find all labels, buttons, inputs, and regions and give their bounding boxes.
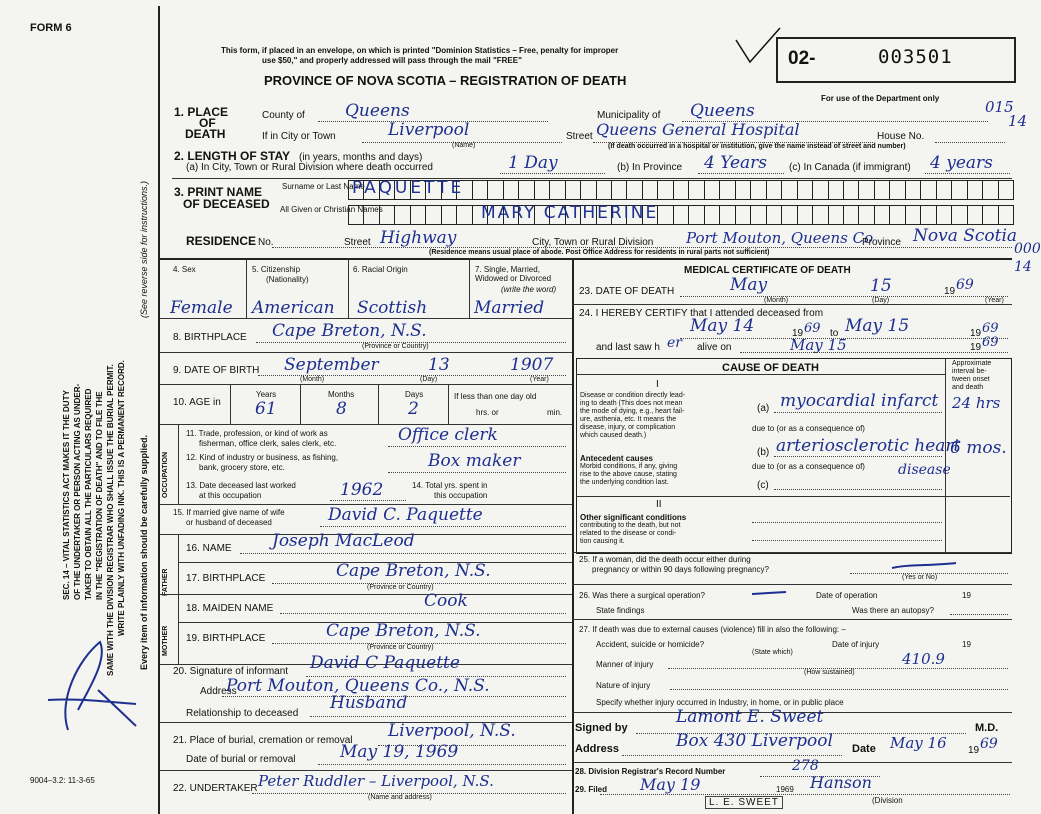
birthplace-value: Cape Breton, N.S. (272, 321, 427, 341)
stay-c-label: (c) In Canada (if immigrant) (789, 162, 911, 173)
burial-date: May 19, 1969 (340, 742, 459, 762)
cert-to-label: to (830, 328, 839, 339)
notice-line-1: This form, if placed in an envelope, on which is printed "Dominion Statistics – Free, penalty for improper (221, 46, 619, 55)
dod-year-prefix: 19 (944, 286, 956, 297)
q29-label: 29. Filed (575, 785, 608, 794)
md-label: M.D. (975, 722, 999, 734)
street-label: Street (566, 131, 593, 142)
marital-value: Married (474, 298, 545, 318)
stay-label: (in years, months and days) (299, 152, 423, 163)
cert-from-yr: 69 (804, 321, 821, 336)
roman-i: I (656, 379, 659, 390)
dod-year: 69 (956, 277, 974, 293)
q25-line-2: pregnancy or within 90 days following pregnancy? (592, 565, 769, 574)
q13-line-2: at this occupation (199, 491, 262, 500)
interval-line-4: and death (952, 384, 984, 391)
age-min-label: min. (547, 408, 563, 417)
q11-line-1: 11. Trade, profession, or kind of work as (186, 429, 328, 438)
dept-use: For use of the Department only (821, 94, 940, 103)
other-line-1: Other significant conditions (580, 513, 687, 522)
age-less-label: If less than one day old (454, 392, 537, 401)
father-name: Joseph MacLeod (272, 531, 415, 551)
q26-dash (750, 588, 790, 598)
interval-line-2: interval be- (952, 368, 987, 375)
q26-yr: 19 (962, 591, 971, 600)
cause-b: arteriosclerotic heart (776, 436, 961, 456)
informant-rel-label: Relationship to deceased (186, 708, 299, 719)
last-saw-label: and last saw h (596, 342, 660, 353)
sex-label: 4. Sex (173, 265, 196, 274)
q13-line-1: 13. Date deceased last worked (186, 481, 296, 490)
q27-sustained: (How sustained) (804, 669, 855, 676)
surname-label: Surname or Last Name (282, 182, 365, 191)
age-years-label: Years (256, 390, 277, 399)
q12-value: Box maker (428, 451, 521, 471)
dod-day: 15 (870, 276, 892, 296)
mother-maiden: Cook (424, 591, 468, 611)
race-label: 6. Racial Origin (353, 265, 408, 274)
q27-specify: Specify whether injury occurred in Industry, in home, or in public place (596, 698, 844, 707)
place-num: 1. PLACE (174, 105, 229, 119)
city-name-label: (Name) (452, 142, 476, 149)
q27-nature: Nature of injury (596, 681, 651, 690)
father-side: FATHER (162, 568, 169, 596)
age-label: 10. AGE in (173, 397, 221, 408)
citizenship-sub: (Nationality) (266, 275, 309, 284)
stay-b-label: (b) In Province (617, 162, 683, 173)
name-of: OF DECEASED (183, 197, 270, 211)
cause-b-label: (b) (757, 447, 770, 458)
father-bp-label: 17. BIRTHPLACE (186, 573, 266, 584)
spouse-q-line-2: or husband of deceased (186, 518, 272, 527)
stay-b-value: 4 Years (704, 153, 768, 173)
residence-prov: Nova Scotia (913, 226, 1018, 246)
last-saw-date: May 15 (790, 336, 847, 354)
cause-a-label: (a) (757, 403, 770, 414)
print-code: 9004–3.2: 11-3-65 (30, 776, 95, 785)
informant-sig-label: 20. Signature of informant (173, 666, 289, 677)
form-id: FORM 6 (30, 22, 72, 34)
sex-value: Female (170, 298, 233, 318)
direct-line-3: the mode of dying, e.g., heart fail- (580, 408, 685, 415)
age-years: 61 (255, 399, 277, 419)
municipality-value: Queens (690, 101, 755, 121)
dod-month-label: (Month) (764, 297, 789, 304)
q27-which: (State which) (752, 649, 793, 656)
given-value: MARY CATHERINE (481, 203, 659, 223)
cause-b-interval: 6 mos. (950, 438, 1007, 458)
ante-line-1: Antecedent causes (580, 454, 653, 463)
cert-from: May 14 (690, 316, 755, 336)
q14-line-2: this occupation (434, 491, 488, 500)
q28-label: 28. Division Registrar's Record Number (575, 767, 726, 776)
informant-addr-label: Address (200, 686, 237, 697)
residence-city-label: City, Town or Rural Division (532, 237, 654, 248)
street-value: Queens General Hospital (596, 120, 800, 139)
q26-label: 26. Was there a surgical operation? (579, 591, 705, 600)
dob-day-label: (Day) (420, 376, 438, 383)
q27-label: 27. If death was due to external causes (violence) fill in also the following: – (579, 625, 846, 634)
q11-value: Office clerk (398, 425, 498, 445)
dept-mark-a: 015 (985, 98, 1014, 116)
direct-line-5: disease, injury, or complication (580, 424, 676, 431)
initials-signature (38, 630, 148, 740)
q25-dash (890, 560, 960, 572)
burial-date-label: Date of burial or removal (186, 754, 296, 765)
direct-line-1: Disease or condition directly lead- (580, 392, 686, 399)
cert-from-yr-prefix: 19 (792, 328, 804, 339)
ante-line-3: rise to the above cause, stating (580, 471, 677, 478)
cert-to-yr-prefix: 19 (970, 328, 982, 339)
age-hrs-label: hrs. or (476, 408, 499, 417)
medical-title: MEDICAL CERTIFICATE OF DEATH (684, 265, 851, 276)
interval-line-3: tween onset (952, 376, 990, 383)
address-label: Address (575, 743, 620, 755)
marital-label: 7. Single, Married, Widowed or Divorced (475, 265, 552, 283)
dod-label: 23. DATE OF DEATH (579, 286, 675, 297)
last-yr-prefix: 19 (970, 342, 982, 353)
q27-manner: Manner of injury (596, 660, 654, 669)
cause-b-2: disease (898, 462, 951, 478)
sweet-stamp: L. E. SWEET (705, 796, 783, 809)
dob-month: September (284, 355, 379, 375)
dob-month-label: (Month) (300, 376, 325, 383)
informant-addr: Port Mouton, Queens Co., N.S. (226, 676, 490, 696)
date-label: Date (852, 743, 876, 755)
municipality-label: Municipality of (597, 110, 661, 121)
q26-date-label: Date of operation (816, 591, 878, 600)
q27-date-label: Date of injury (832, 640, 880, 649)
burial-place: Liverpool, N.S. (388, 721, 516, 741)
q25-line-1: 25. If a woman, did the death occur either during (579, 555, 751, 564)
direct-line-4: ure, asthenia, etc. It means the (580, 416, 677, 423)
q29-year: 1969 (776, 785, 794, 794)
signed-by-label: Signed by (575, 722, 628, 734)
residence-no-label: No. (258, 237, 274, 248)
other-line-2: contributing to the death, but not (580, 522, 681, 529)
birthplace-sub: (Province or Country) (362, 343, 429, 350)
dod-day-label: (Day) (872, 297, 890, 304)
county-value: Queens (345, 101, 410, 121)
informant-rel: Husband (330, 693, 408, 713)
q26-autopsy-label: Was there an autopsy? (852, 606, 934, 615)
dob-label: 9. DATE OF BIRTH (173, 365, 260, 376)
direct-line-2: ing to death (This does not mean (580, 400, 683, 407)
left-border (158, 6, 160, 814)
physician-yr: 69 (980, 736, 998, 752)
q29-date: May 19 (640, 775, 701, 794)
notice-line-2: use $50," and properly addressed will pass through the mail "FREE" (262, 56, 522, 65)
form-title: PROVINCE OF NOVA SCOTIA – REGISTRATION OF DEATH (264, 73, 627, 88)
given-label: All Given or Christian Names (280, 205, 383, 214)
dob-year-label: (Year) (530, 376, 549, 383)
dept-mark-d: 14 (1014, 259, 1032, 275)
reg-number: 003501 (878, 46, 953, 68)
county-label: County of (262, 110, 305, 121)
q28-value: 278 (792, 758, 819, 774)
mother-bp: Cape Breton, N.S. (326, 621, 481, 641)
place-death: DEATH (185, 127, 226, 141)
informant-sig: David C Paquette (310, 653, 460, 673)
stay-num: 2. LENGTH OF STAY (174, 149, 291, 163)
q27-yr: 19 (962, 640, 971, 649)
last-yr: 69 (982, 335, 999, 350)
residence-street: Highway (380, 228, 457, 248)
residence-note: (Residence means usual place of abode. Post Office Address for residents in rural parts not sufficient) (429, 249, 770, 256)
reg-prefix: 02- (788, 48, 816, 69)
q13-value: 1962 (340, 480, 384, 500)
stay-a-value: 1 Day (508, 153, 558, 173)
mother-bp-label: 19. BIRTHPLACE (186, 633, 266, 644)
race-value: Scottish (357, 298, 428, 318)
occupation-side: OCCUPATION (162, 451, 169, 498)
dob-year: 1907 (510, 355, 554, 375)
alive-label: alive on (697, 342, 732, 353)
citizenship-label: 5. Citizenship (252, 265, 301, 274)
registration-box (776, 37, 1016, 83)
cause-a-interval: 24 hrs (952, 394, 1001, 412)
father-bp-sub: (Province or Country) (367, 584, 434, 591)
undertaker-label: 22. UNDERTAKER (173, 783, 258, 794)
roman-ii: II (656, 499, 662, 510)
q11-line-2: fisherman, office clerk, sales clerk, etc. (199, 439, 337, 448)
signed-by: Lamont E. Sweet (676, 707, 824, 727)
cause-c-label: (c) (757, 480, 769, 491)
spouse-q-line-1: 15. If married give name of wife (173, 508, 285, 517)
spouse-value: David C. Paquette (328, 505, 483, 525)
stay-a-label: (a) In City, Town or Rural Division where death occurred (186, 162, 433, 173)
birthplace-label: 8. BIRTHPLACE (173, 332, 247, 343)
ante-line-2: Morbid conditions, if any, giving (580, 463, 678, 470)
interval-line-1: Approximate (952, 360, 992, 367)
physician-yr-prefix: 19 (968, 745, 980, 756)
q27-accident: Accident, suicide or homicide? (596, 640, 705, 649)
other-line-4: tion causing it. (580, 538, 625, 545)
cert-to: May 15 (845, 316, 910, 336)
residence-label: RESIDENCE (186, 234, 257, 248)
mother-side: MOTHER (162, 625, 169, 656)
dueto-label-2: due to (or as a consequence of) (752, 462, 865, 471)
place-note: (If death occurred in a hospital or institution, give the name instead of street and number) (608, 143, 906, 150)
ante-line-4: the underlying condition last. (580, 479, 669, 486)
dept-mark-b: 14 (1008, 112, 1028, 130)
dod-month: May (730, 275, 768, 295)
undertaker-sub: (Name and address) (368, 794, 432, 801)
direct-line-6: which caused death.) (580, 432, 647, 439)
residence-prov-label: Province (862, 237, 901, 248)
age-months: 8 (336, 399, 347, 419)
age-months-label: Months (328, 390, 355, 399)
cert-to-yr: 69 (982, 321, 999, 336)
q26-find-label: State findings (596, 606, 645, 615)
residence-city: Port Mouton, Queens Co (686, 229, 874, 247)
physician-address: Box 430 Liverpool (676, 731, 833, 751)
q14-line-1: 14. Total yrs. spent in (412, 481, 488, 490)
division-label: (Division (872, 796, 903, 805)
father-name-label: 16. NAME (186, 543, 232, 554)
dod-year-label: (Year) (985, 297, 1004, 304)
cause-a: myocardial infarct (780, 391, 939, 411)
q12-line-2: bank, grocery store, etc. (199, 463, 285, 472)
q12-line-1: 12. Kind of industry or business, as fishing, (186, 453, 339, 462)
place-of: OF (199, 116, 216, 130)
marital-sub: (write the word) (501, 285, 557, 294)
dueto-label-1: due to (or as a consequence of) (752, 424, 865, 433)
mother-maiden-label: 18. MAIDEN NAME (186, 603, 274, 614)
age-days: 2 (408, 399, 419, 419)
burial-place-label: 21. Place of burial, cremation or removal (173, 735, 353, 746)
undertaker-value: Peter Ruddler – Liverpool, N.S. (258, 772, 494, 790)
cause-title: CAUSE OF DEATH (722, 362, 819, 374)
city-label: If in City or Town (262, 131, 336, 142)
city-value: Liverpool (388, 120, 470, 140)
q25-sub: (Yes or No) (902, 574, 938, 581)
father-bp: Cape Breton, N.S. (336, 561, 491, 581)
q27-code: 410.9 (902, 650, 945, 668)
other-line-3: related to the disease or condi- (580, 530, 677, 537)
surname-value: PAQUETTE (352, 178, 465, 198)
name-num: 3. PRINT NAME (174, 185, 263, 199)
house-label: House No. (877, 131, 925, 142)
age-days-label: Days (405, 390, 424, 399)
mother-bp-sub: (Province or Country) (367, 644, 434, 651)
physician-date: May 16 (890, 734, 947, 752)
given-grid (348, 205, 1014, 225)
last-saw-her: er (667, 335, 682, 351)
q29-signature: Hanson (810, 773, 872, 792)
cert-label: 24. I HEREBY CERTIFY that I attended deceased from (579, 308, 824, 319)
residence-street-label: Street (344, 237, 371, 248)
dept-mark-c: 000 (1014, 241, 1041, 257)
citizenship-value: American (252, 298, 335, 318)
stay-c-value: 4 years (930, 153, 993, 173)
dob-day: 13 (428, 355, 450, 375)
